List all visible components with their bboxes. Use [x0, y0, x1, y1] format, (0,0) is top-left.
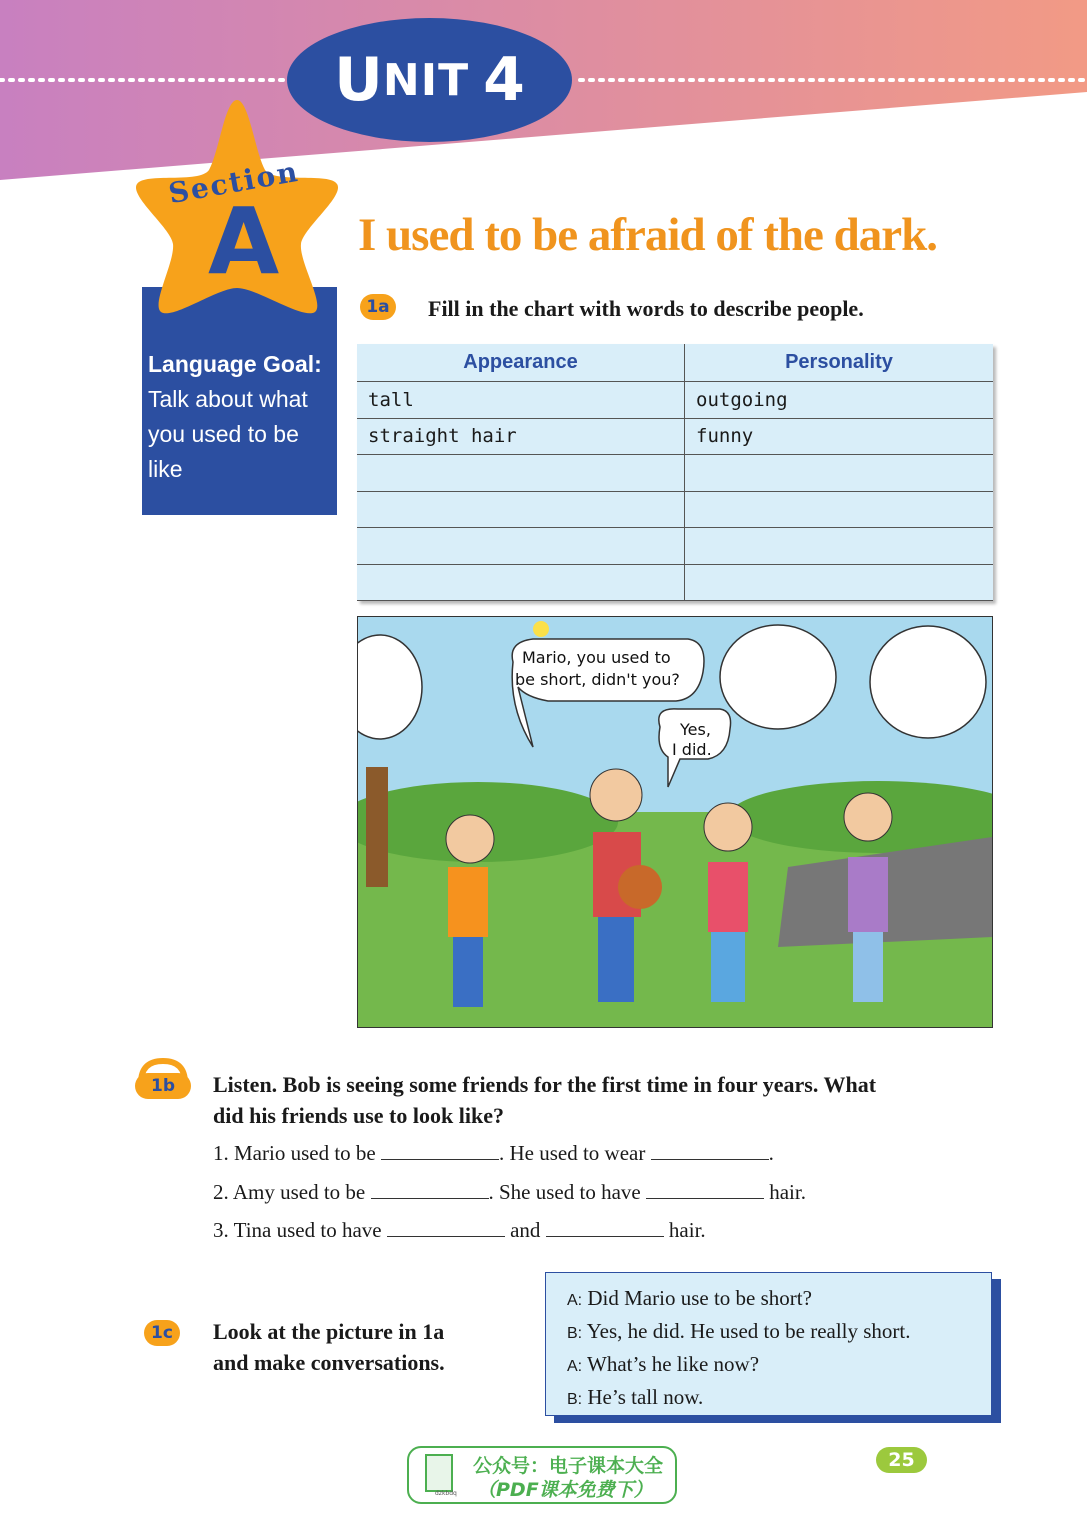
- answer-blank[interactable]: [646, 1180, 764, 1199]
- activity-1a-instruction: Fill in the chart with words to describe people.: [428, 296, 864, 321]
- section-letter: A: [208, 188, 280, 295]
- watermark-line-1: 公众号：电子课本大全: [473, 1455, 664, 1477]
- activity-1c-badge: 1c: [144, 1320, 180, 1346]
- answer-blank[interactable]: [651, 1141, 769, 1160]
- dialog-text: Yes, he did. He used to be really short.: [586, 1319, 911, 1343]
- chart-cell[interactable]: outgoing: [685, 382, 994, 419]
- activity-1c-instruction-line-2: and make conversations.: [213, 1350, 445, 1375]
- question-text: .: [768, 1141, 774, 1165]
- table-row: [357, 455, 993, 492]
- page-number: 25: [876, 1447, 927, 1473]
- speaker-label: B:: [567, 1391, 583, 1408]
- sample-conversation: [545, 1272, 992, 1416]
- question-2: [213, 1180, 806, 1205]
- bubble-1-line-2: be short, didn't you?: [515, 670, 680, 689]
- question-text: hair.: [769, 1180, 806, 1204]
- answer-blank[interactable]: [381, 1141, 499, 1160]
- cartoon-illustration: [357, 616, 993, 1028]
- chart-header-row: [357, 344, 993, 382]
- question-3: [213, 1218, 706, 1243]
- speaker-label: A:: [567, 1358, 583, 1375]
- question-text: hair.: [668, 1218, 706, 1242]
- dialog-text: What’s he like now?: [587, 1352, 760, 1376]
- table-row: [357, 382, 993, 419]
- chart-cell[interactable]: [357, 528, 685, 565]
- chart-cell[interactable]: funny: [685, 418, 994, 455]
- section-label: Section: [166, 154, 302, 211]
- describe-people-chart: [357, 344, 993, 601]
- activity-1b-instruction-line-1: Listen. Bob is seeing some friends for the first time in four years. What: [213, 1072, 877, 1097]
- chart-cell[interactable]: [685, 491, 994, 528]
- question-text: 1. Mario used to be: [213, 1141, 376, 1165]
- table-row: [357, 564, 993, 601]
- activity-1c-instruction-line-1: Look at the picture in 1a: [213, 1319, 445, 1344]
- answer-blank[interactable]: [387, 1218, 505, 1237]
- table-row: [357, 418, 993, 455]
- watermark-icon-label: dzkbdq: [435, 1490, 457, 1497]
- chart-cell[interactable]: [357, 491, 685, 528]
- dialog-line: [567, 1316, 991, 1349]
- unit-first-letter: U: [334, 45, 383, 115]
- activity-1a-badge: 1a: [360, 294, 396, 320]
- chart-cell[interactable]: tall: [357, 382, 685, 419]
- activity-1b-badge: 1b: [151, 1076, 175, 1096]
- chart-cell[interactable]: [357, 455, 685, 492]
- question-1: [213, 1141, 774, 1166]
- activity-1b-instruction-line-2: did his friends use to look like?: [213, 1103, 504, 1128]
- table-row: [357, 491, 993, 528]
- bubble-1-line-1: Mario, you used to: [522, 648, 671, 667]
- language-goal-text: Talk about what you used to be like: [148, 386, 308, 482]
- language-goal-label: Language Goal:: [148, 351, 322, 377]
- dialog-text: Did Mario use to be short?: [587, 1286, 812, 1310]
- chart-cell[interactable]: [357, 564, 685, 601]
- column-personality: Personality: [685, 344, 994, 382]
- question-text: 3. Tina used to have: [213, 1218, 382, 1242]
- watermark-line-2: （PDF课本免费下）: [477, 1479, 653, 1501]
- question-text: . He used to wear: [498, 1141, 646, 1165]
- unit-word: NIT: [382, 54, 470, 106]
- dialog-line: [567, 1382, 991, 1415]
- question-text: 2. Amy used to be: [213, 1180, 366, 1204]
- question-text: and: [510, 1218, 541, 1242]
- chart-cell[interactable]: [685, 528, 994, 565]
- table-row: [357, 528, 993, 565]
- chart-cell[interactable]: straight hair: [357, 418, 685, 455]
- answer-blank[interactable]: [546, 1218, 664, 1237]
- column-appearance: Appearance: [357, 344, 685, 382]
- dialog-text: He’s tall now.: [587, 1385, 704, 1409]
- section-title: I used to be afraid of the dark.: [358, 209, 938, 261]
- bubble-2-line-1: Yes,: [680, 720, 711, 739]
- speaker-label: A:: [567, 1292, 583, 1309]
- dialog-line: [567, 1283, 991, 1316]
- answer-blank[interactable]: [371, 1180, 489, 1199]
- bubble-2-line-2: I did.: [672, 740, 712, 759]
- ebook-icon: [425, 1454, 453, 1492]
- question-text: . She used to have: [488, 1180, 641, 1204]
- watermark-badge: [407, 1446, 677, 1504]
- chart-cell[interactable]: [685, 564, 994, 601]
- chart-cell[interactable]: [685, 455, 994, 492]
- speaker-label: B:: [567, 1325, 583, 1342]
- dialog-line: [567, 1349, 991, 1382]
- unit-number: 4: [483, 45, 525, 115]
